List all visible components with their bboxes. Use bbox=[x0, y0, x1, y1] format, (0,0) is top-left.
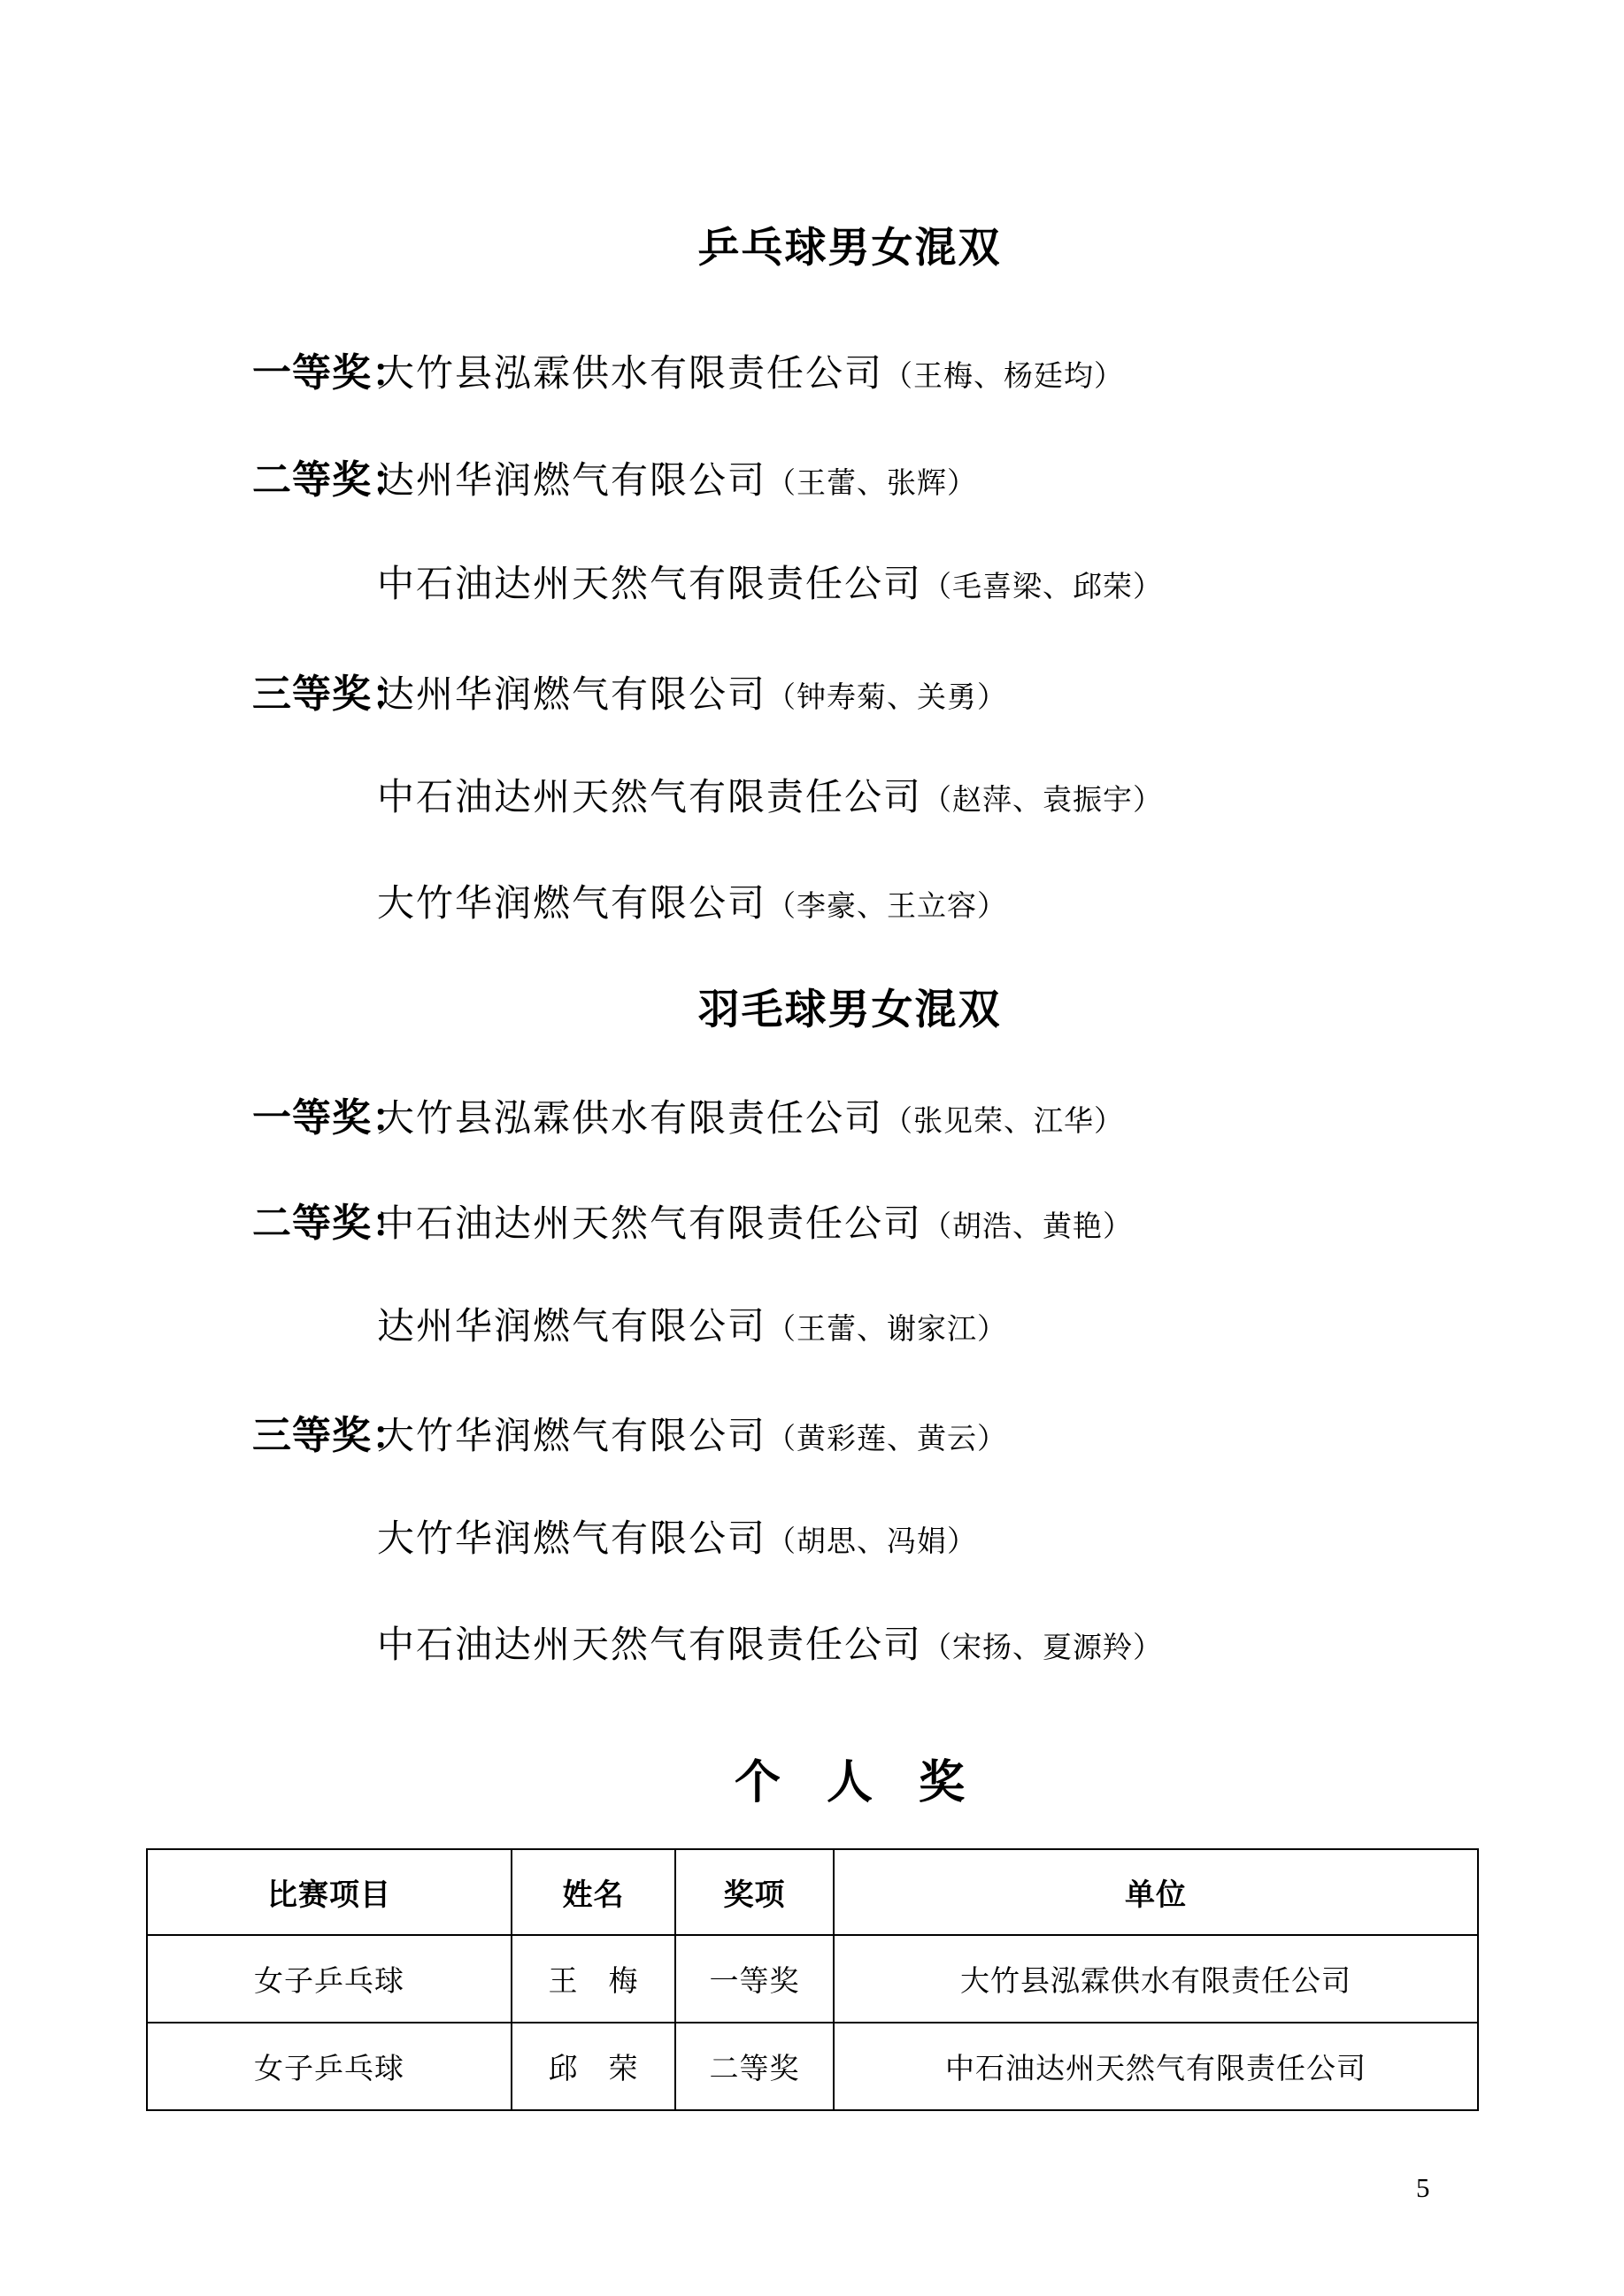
award-rank-label: 三等奖： bbox=[252, 672, 412, 716]
winner-names: （王梅、杨廷均） bbox=[883, 361, 1125, 393]
winner-names: （赵萍、袁振宇） bbox=[922, 785, 1164, 817]
section-title-table-tennis-mixed-doubles: 乒乓球男女混双 bbox=[697, 226, 1002, 272]
winner-names: （张见荣、江华） bbox=[883, 1106, 1125, 1138]
winner-names: （王蕾、谢家江） bbox=[766, 1314, 1008, 1346]
cell-award: 二等奖 bbox=[675, 2023, 834, 2110]
award-rank-label: 二等奖： bbox=[252, 458, 412, 502]
company-name: 中石油达州天然气有限责任公司 bbox=[377, 778, 923, 818]
winner-names: （胡思、冯娟） bbox=[766, 1526, 978, 1558]
award-rank-label: 三等奖： bbox=[252, 1414, 412, 1457]
table-row bbox=[147, 2023, 1478, 2110]
winner-names: （胡浩、黄艳） bbox=[922, 1211, 1134, 1243]
cell-organization: 中石油达州天然气有限责任公司 bbox=[834, 2023, 1478, 2110]
column-header-event: 比赛项目 bbox=[147, 1849, 512, 1935]
award-entry bbox=[252, 341, 1124, 397]
award-entry bbox=[252, 1086, 1124, 1142]
award-entry bbox=[252, 1403, 1007, 1460]
section-title-badminton-mixed-doubles: 羽毛球男女混双 bbox=[697, 987, 1002, 1033]
cell-event: 女子乒乓球 bbox=[147, 1935, 512, 2023]
company-name: 大竹县泓霖供水有限责任公司 bbox=[377, 1099, 884, 1140]
award-entry bbox=[252, 1191, 1133, 1248]
award-rank-label: 二等奖： bbox=[252, 1202, 412, 1245]
column-header-organization: 单位 bbox=[834, 1849, 1478, 1935]
cell-name: 王 梅 bbox=[512, 1935, 675, 2023]
winner-names: （钟寿菊、关勇） bbox=[766, 682, 1008, 714]
award-entry bbox=[252, 1297, 1007, 1350]
table-row bbox=[147, 1935, 1478, 2023]
section-title-individual-awards: 个 人 奖 bbox=[734, 1758, 965, 1808]
winner-names: （李豪、王立容） bbox=[766, 891, 1008, 923]
cell-event: 女子乒乓球 bbox=[147, 2023, 512, 2110]
award-entry bbox=[252, 555, 1163, 608]
cell-name: 邱 荣 bbox=[512, 2023, 675, 2110]
winner-names: （毛喜梁、邱荣） bbox=[922, 572, 1164, 603]
company-name: 大竹县泓霖供水有限责任公司 bbox=[377, 354, 884, 395]
column-header-award: 奖项 bbox=[675, 1849, 834, 1935]
winner-names: （王蕾、张辉） bbox=[766, 468, 978, 500]
company-name: 达州华润燃气有限公司 bbox=[377, 461, 767, 502]
winner-names: （黄彩莲、黄云） bbox=[766, 1424, 1008, 1455]
award-entry bbox=[252, 662, 1007, 718]
award-entry bbox=[252, 874, 1007, 927]
cell-organization: 大竹县泓霖供水有限责任公司 bbox=[834, 1935, 1478, 2023]
company-name: 大竹华润燃气有限公司 bbox=[377, 1417, 767, 1457]
company-name: 大竹华润燃气有限公司 bbox=[377, 1519, 767, 1560]
company-name: 中石油达州天然气有限责任公司 bbox=[377, 564, 923, 605]
award-entry bbox=[252, 448, 977, 504]
individual-awards-table bbox=[146, 1848, 1479, 2111]
award-entry bbox=[252, 1616, 1163, 1669]
cell-award: 一等奖 bbox=[675, 1935, 834, 2023]
award-rank-label: 一等奖： bbox=[252, 351, 412, 395]
winner-names: （宋扬、夏源羚） bbox=[922, 1632, 1164, 1664]
column-header-name: 姓名 bbox=[512, 1849, 675, 1935]
company-name: 大竹华润燃气有限公司 bbox=[377, 884, 767, 925]
award-rank-label: 一等奖： bbox=[252, 1096, 412, 1140]
company-name: 中石油达州天然气有限责任公司 bbox=[377, 1625, 923, 1666]
award-entry bbox=[252, 1509, 977, 1563]
company-name: 达州华润燃气有限公司 bbox=[377, 675, 767, 716]
company-name: 达州华润燃气有限公司 bbox=[377, 1307, 767, 1348]
company-name: 中石油达州天然气有限责任公司 bbox=[377, 1204, 923, 1245]
award-entry bbox=[252, 768, 1163, 821]
table-header-row bbox=[147, 1849, 1478, 1935]
page-number: 5 bbox=[1416, 2172, 1430, 2203]
